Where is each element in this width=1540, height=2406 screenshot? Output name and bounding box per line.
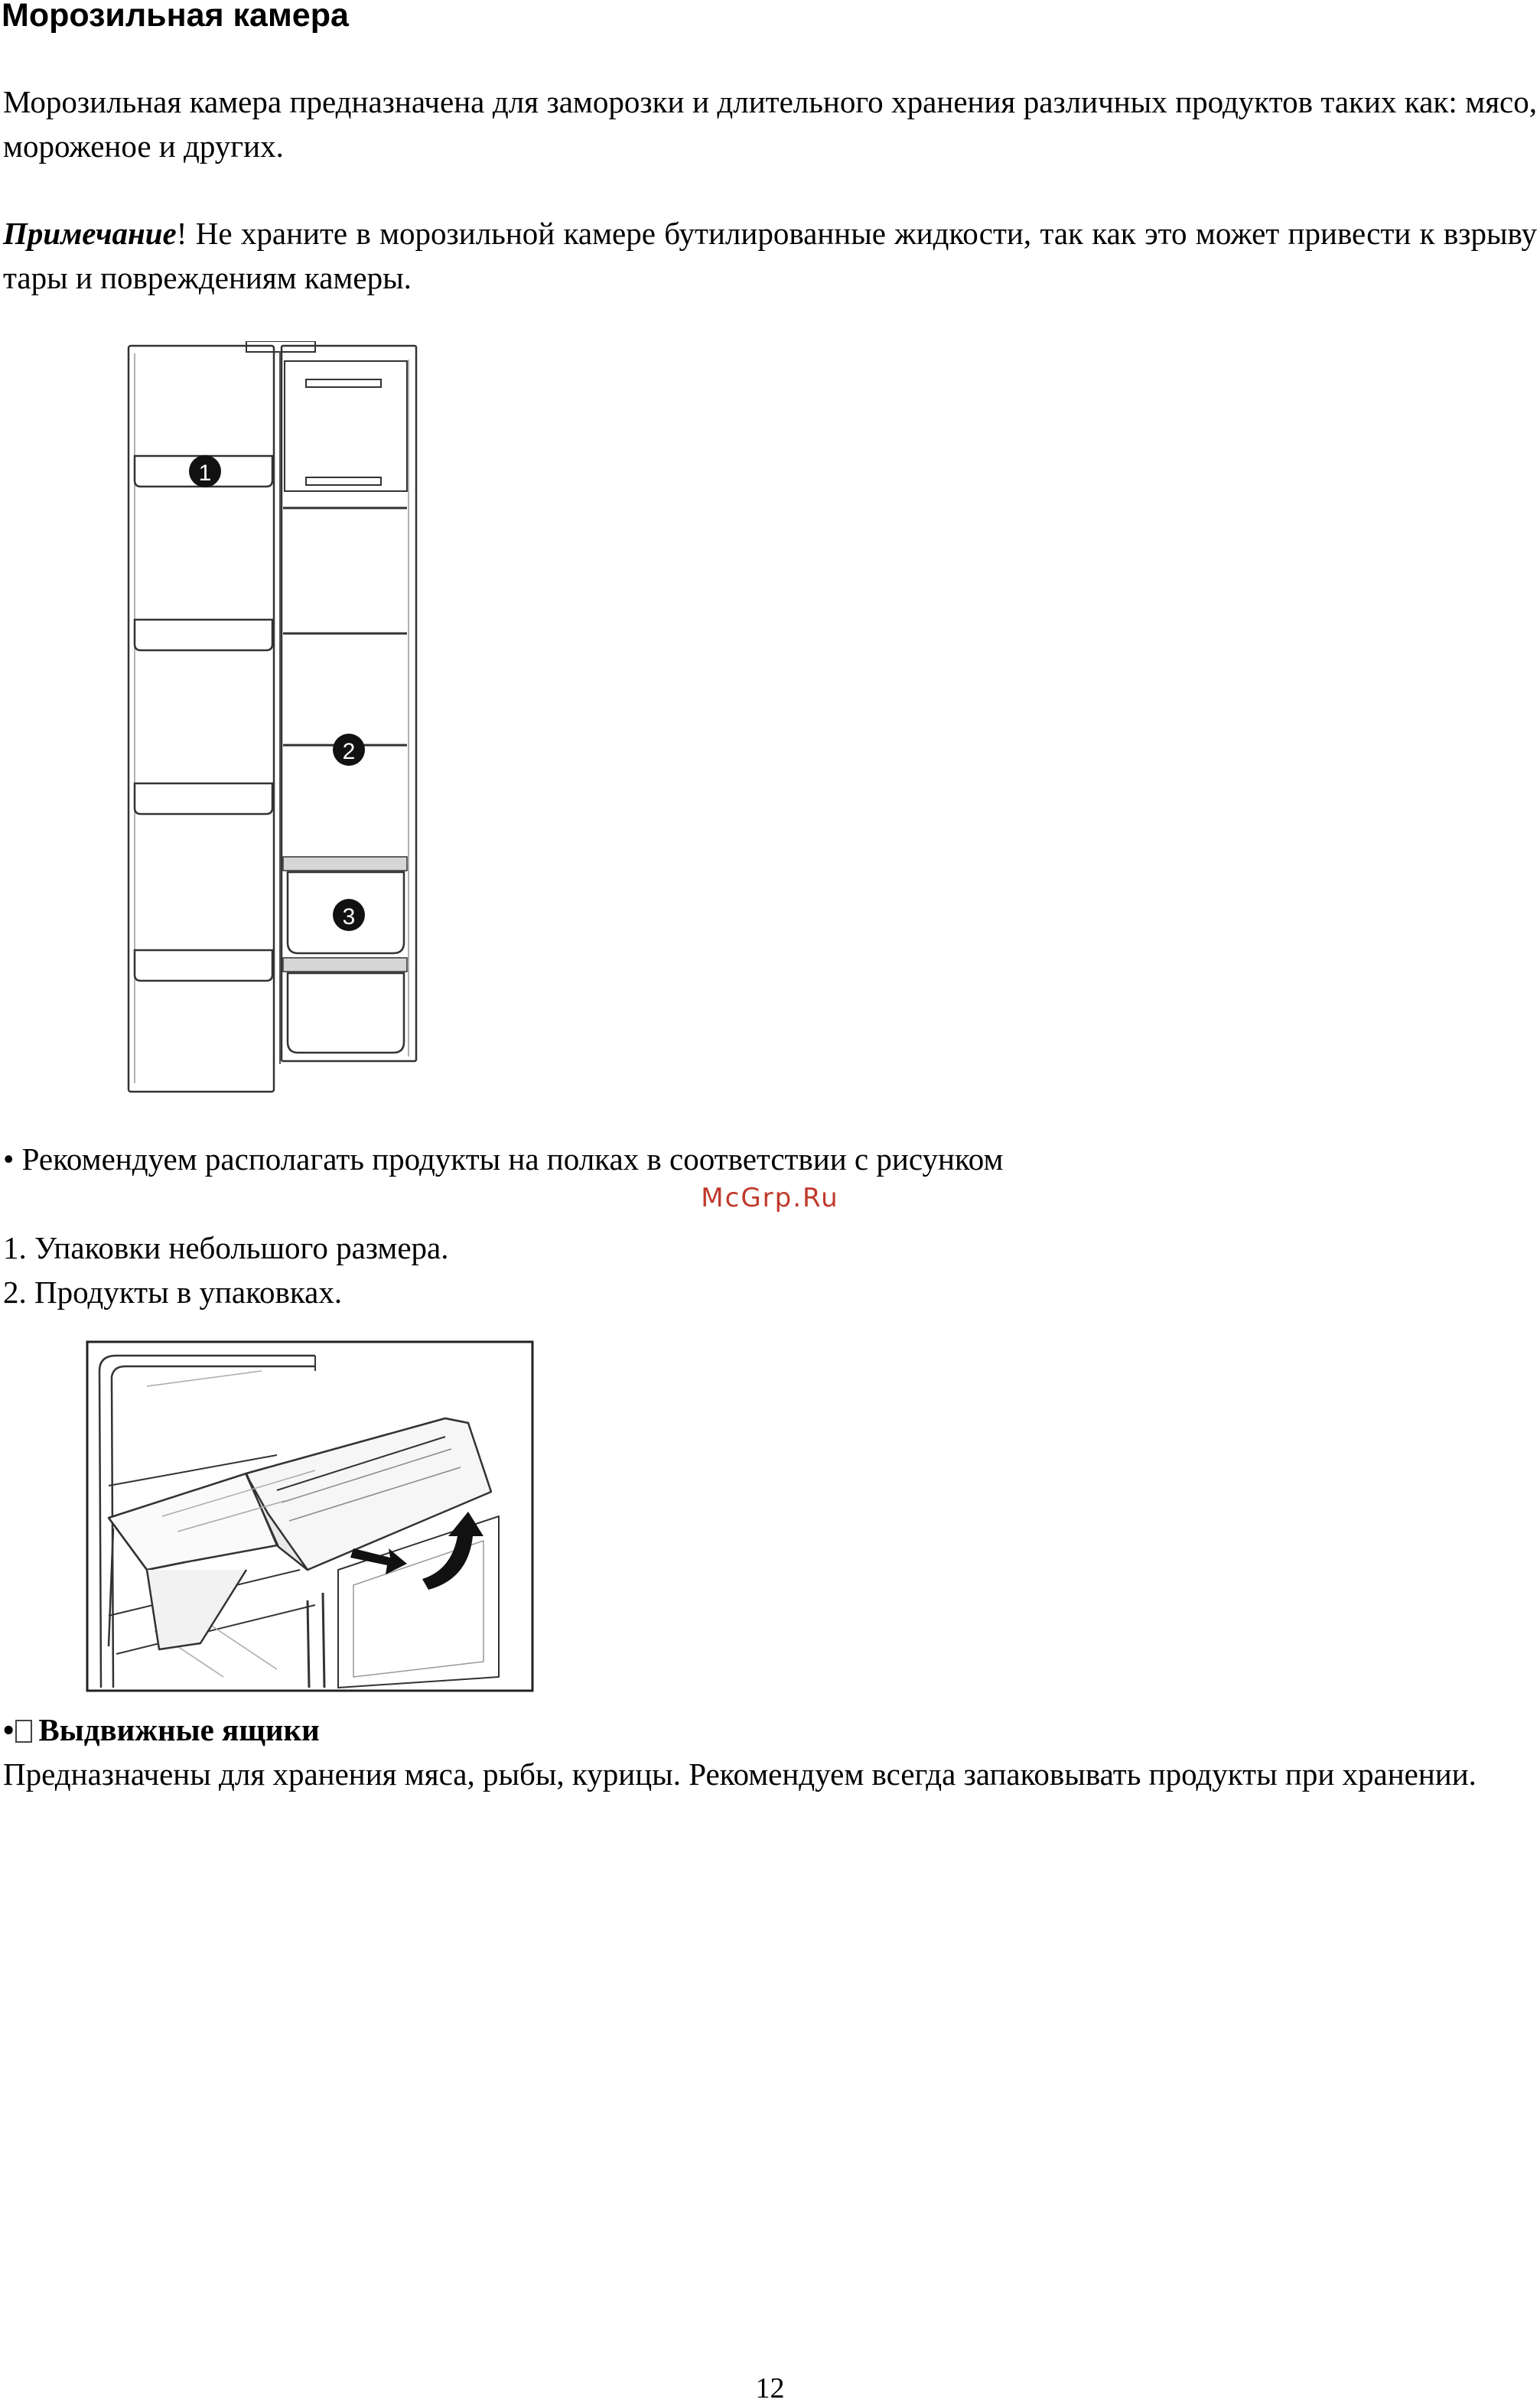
watermark: McGrp.Ru bbox=[701, 1183, 839, 1213]
callout-1 bbox=[189, 455, 221, 487]
freezer-diagram bbox=[122, 341, 421, 1096]
drawer-illustration bbox=[86, 1340, 534, 1692]
callout-2 bbox=[333, 734, 365, 766]
missing-glyph-icon bbox=[15, 1720, 32, 1743]
callout-1-label: 1 bbox=[198, 461, 212, 486]
drawers-paragraph: Предназначены для хранения мяса, рыбы, курицы. Рекомендуем всегда запаковывать продукты при хранении. bbox=[3, 1756, 1477, 1792]
page-heading: Морозильная камера bbox=[2, 0, 349, 34]
intro-paragraph: Морозильная камера предназначена для заморозки и длительного хранения различных продуктов таких как: мясо, мороженое и других. bbox=[3, 84, 1537, 164]
note-paragraph bbox=[3, 211, 1537, 300]
drawers-bullet: • bbox=[3, 1712, 15, 1747]
callout-3 bbox=[333, 899, 365, 931]
drawers-heading bbox=[3, 1708, 320, 1752]
recommend-line: • Рекомендуем располагать продукты на полках в соответствии с рисунком bbox=[3, 1141, 1004, 1177]
page-number: 12 bbox=[755, 2372, 785, 2404]
drawers-title: Выдвижные ящики bbox=[38, 1712, 320, 1747]
list-item: 2. Продукты в упаковках. bbox=[3, 1275, 343, 1310]
note-text: ! Не храните в морозильной камере бутилированные жидкости, так как это может привести к взрыву тары и повреждениям камеры. bbox=[3, 216, 1537, 295]
callout-3-label: 3 bbox=[342, 904, 356, 930]
note-title: Примечание bbox=[3, 216, 177, 251]
list-item: 1. Упаковки небольшого размера. bbox=[3, 1230, 449, 1265]
callout-2-label: 2 bbox=[342, 739, 356, 764]
